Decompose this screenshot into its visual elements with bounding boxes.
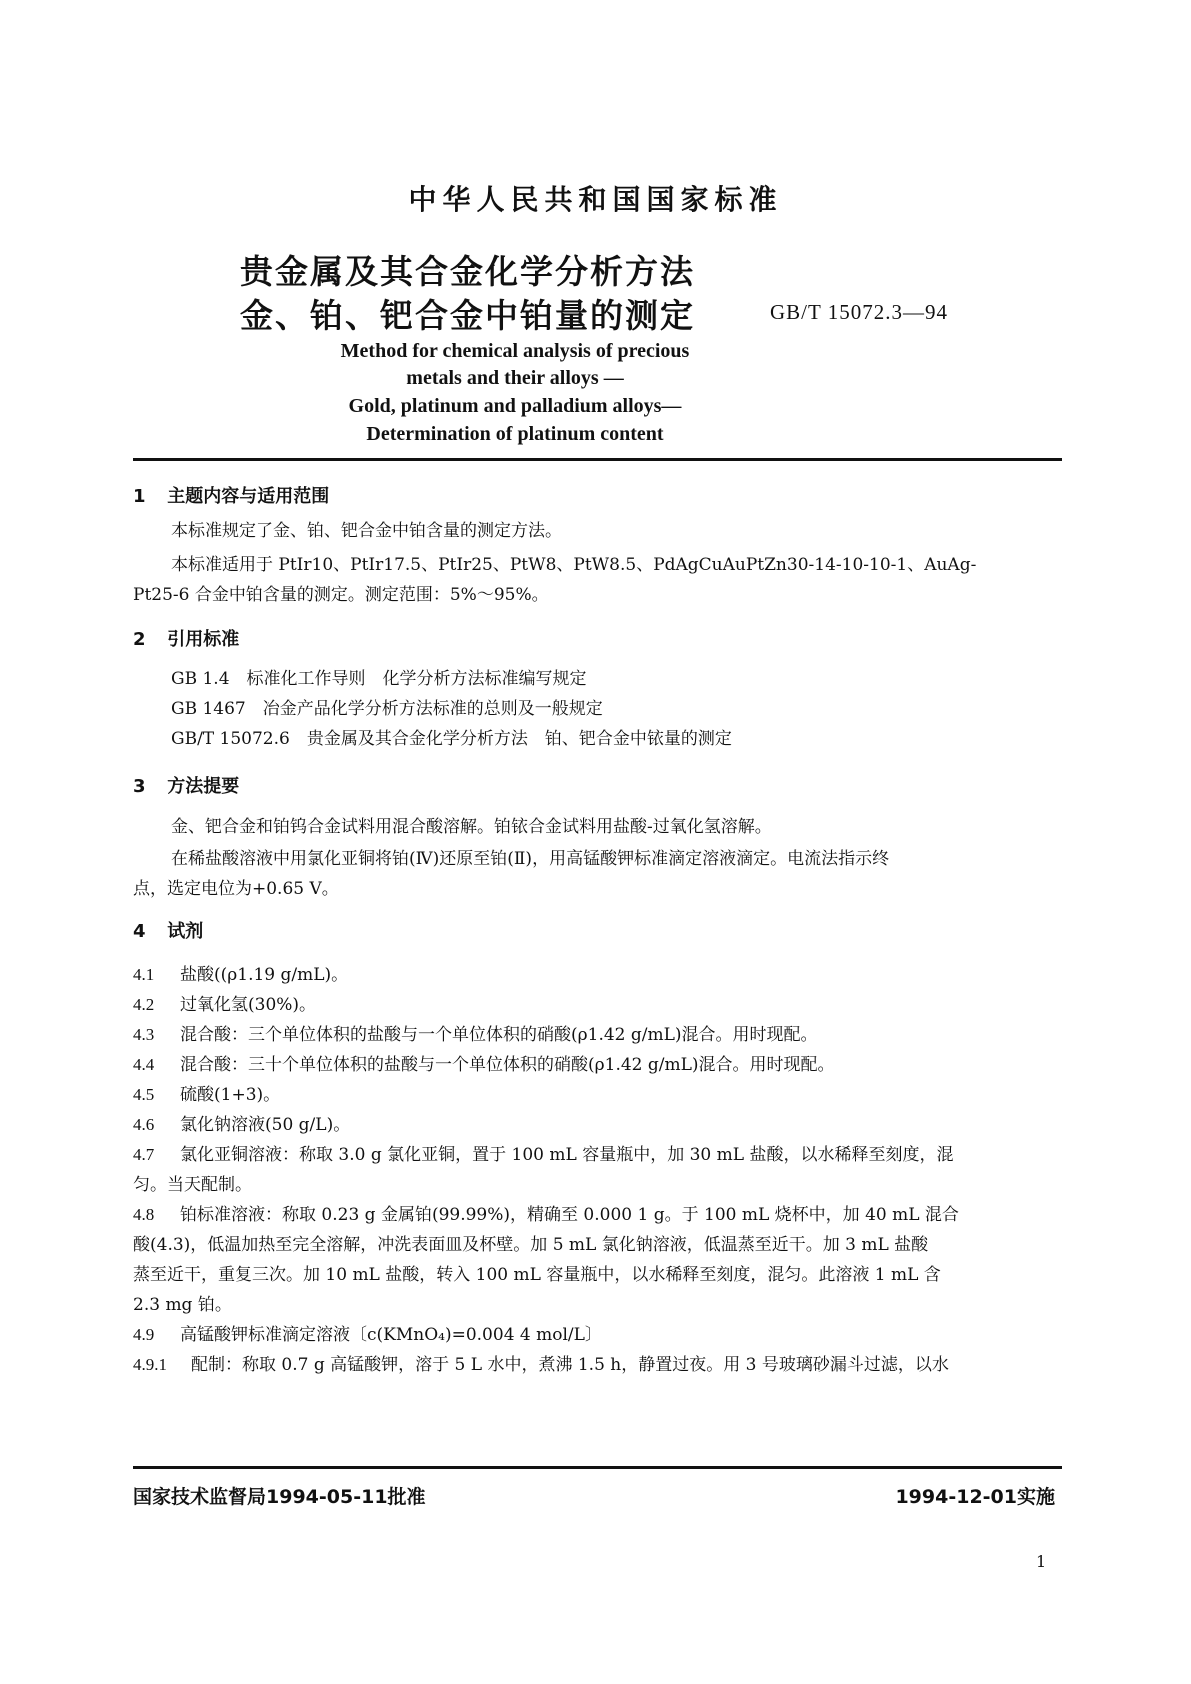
reagent-item-4-7-continuation: 匀。当天配制。 [133, 1175, 252, 1195]
document-title-line2: 金、铂、钯合金中铂量的测定 [240, 296, 695, 335]
item-number: 4.4 [133, 1055, 155, 1074]
reagent-item-4-9 [133, 1320, 602, 1345]
item-number: 4.7 [133, 1145, 155, 1164]
item-number: 4.3 [133, 1025, 155, 1044]
section-1-paragraph-1: 本标准规定了金、铂、钯合金中铂含量的测定方法。 [171, 521, 562, 541]
item-number: 4.8 [133, 1205, 155, 1224]
reagent-item [133, 960, 348, 985]
item-text: 混合酸：三十个单位体积的盐酸与一个单位体积的硝酸(ρ1.42 g/mL)混合。用时现配。 [180, 1055, 835, 1075]
item-number: 4.9.1 [133, 1355, 167, 1374]
section-number: 2 [133, 629, 146, 650]
section-2-heading [133, 625, 239, 651]
item-text: 氯化钠溶液(50 g/L)。 [180, 1115, 351, 1135]
section-number: 1 [133, 486, 146, 507]
section-title: 引用标准 [167, 629, 240, 650]
item-text: 高锰酸钾标准滴定溶液〔c(KMnO₄)=0.004 4 mol/L〕 [180, 1325, 602, 1345]
section-3-paragraph-2-line-1: 在稀盐酸溶液中用氯化亚铜将铂(Ⅳ)还原至铂(Ⅱ)，用高锰酸钾标准滴定溶液滴定。电流法指示终 [171, 849, 890, 869]
reagent-item [133, 1050, 835, 1075]
item-text: 混合酸：三个单位体积的盐酸与一个单位体积的硝酸(ρ1.42 g/mL)混合。用时现配。 [180, 1025, 818, 1045]
document-title-line1: 贵金属及其合金化学分析方法 [240, 252, 695, 291]
footer-divider [133, 1466, 1062, 1469]
reagent-item [133, 1020, 818, 1045]
reference-item: GB/T 15072.6 贵金属及其合金化学分析方法 铂、钯合金中铱量的测定 [171, 729, 732, 749]
approval-date: 国家技术监督局1994-05-11批准 [133, 1486, 426, 1508]
page-number: 1 [1036, 1552, 1047, 1571]
section-1-paragraph-2-line-2: Pt25-6 合金中铂含量的测定。测定范围：5%～95%。 [133, 585, 549, 605]
section-title: 方法提要 [167, 776, 240, 797]
section-title: 主题内容与适用范围 [167, 486, 330, 507]
item-number: 4.2 [133, 995, 155, 1014]
section-1-paragraph-2-line-1: 本标准适用于 PtIr10、PtIr17.5、PtIr25、PtW8、PtW8.5、PdAgCuAuPtZn30-14-10-10-1、AuAg- [171, 555, 977, 575]
item-number: 4.9 [133, 1325, 155, 1344]
item-text: 过氧化氢(30%)。 [180, 995, 317, 1015]
reference-item: GB 1.4 标准化工作导则 化学分析方法标准编写规定 [171, 669, 587, 689]
section-number: 4 [133, 921, 146, 942]
reagent-item-4-8-continuation: 酸(4.3)，低温加热至完全溶解，冲洗表面皿及杯壁。加 5 mL 氯化钠溶液，低温蒸至近干。加 3 mL 盐酸 [133, 1235, 929, 1255]
section-title: 试剂 [167, 921, 204, 942]
item-text: 硫酸(1+3)。 [180, 1085, 281, 1105]
item-text: 盐酸((ρ1.19 g/mL)。 [180, 965, 349, 985]
section-number: 3 [133, 776, 146, 797]
section-3-heading [133, 772, 239, 798]
reagent-item [133, 1110, 350, 1135]
reference-item: GB 1467 冶金产品化学分析方法标准的总则及一般规定 [171, 699, 603, 719]
item-number: 4.6 [133, 1115, 155, 1134]
item-text: 氯化亚铜溶液：称取 3.0 g 氯化亚铜，置于 100 mL 容量瓶中，加 30 mL 盐酸，以水稀释至刻度，混 [180, 1145, 954, 1165]
reagent-item [133, 990, 316, 1015]
item-text: 配制：称取 0.7 g 高锰酸钾，溶于 5 L 水中，煮沸 1.5 h，静置过夜。用 3 号玻璃砂漏斗过滤，以水 [191, 1355, 949, 1375]
implementation-date: 1994-12-01实施 [895, 1486, 1055, 1508]
standard-code: GB/T 15072.3—94 [770, 300, 948, 324]
reagent-item-4-8-continuation: 2.3 mg 铂。 [133, 1295, 232, 1315]
section-3-paragraph-2-line-2: 点，选定电位为+0.65 V。 [133, 879, 339, 899]
english-title-line2: metals and their alloys — [406, 367, 624, 389]
english-title-line3: Gold, platinum and palladium alloys— [348, 395, 682, 417]
reagent-item-4-8-continuation: 蒸至近干，重复三次。加 10 mL 盐酸，转入 100 mL 容量瓶中，以水稀释至刻度，混匀。此溶液 1 mL 含 [133, 1265, 941, 1285]
item-text: 铂标准溶液：称取 0.23 g 金属铂(99.99%)，精确至 0.000 1 g。于 100 mL 烧杯中，加 40 mL 混合 [180, 1205, 959, 1225]
section-4-heading [133, 917, 203, 943]
english-title-line1: Method for chemical analysis of precious [340, 340, 690, 362]
reagent-item-4-8 [133, 1200, 959, 1225]
header-divider [133, 458, 1062, 461]
item-number: 4.1 [133, 965, 155, 984]
reagent-item-4-7 [133, 1140, 953, 1165]
section-1-heading [133, 482, 329, 508]
section-3-paragraph-1: 金、钯合金和铂钨合金试料用混合酸溶解。铂铱合金试料用盐酸-过氧化氢溶解。 [171, 817, 772, 837]
national-standard-heading: 中华人民共和国国家标准 [408, 183, 783, 216]
english-title-line4: Determination of platinum content [366, 423, 664, 445]
item-number: 4.5 [133, 1085, 155, 1104]
reagent-item [133, 1080, 280, 1105]
reagent-item-4-9-1 [133, 1350, 949, 1375]
